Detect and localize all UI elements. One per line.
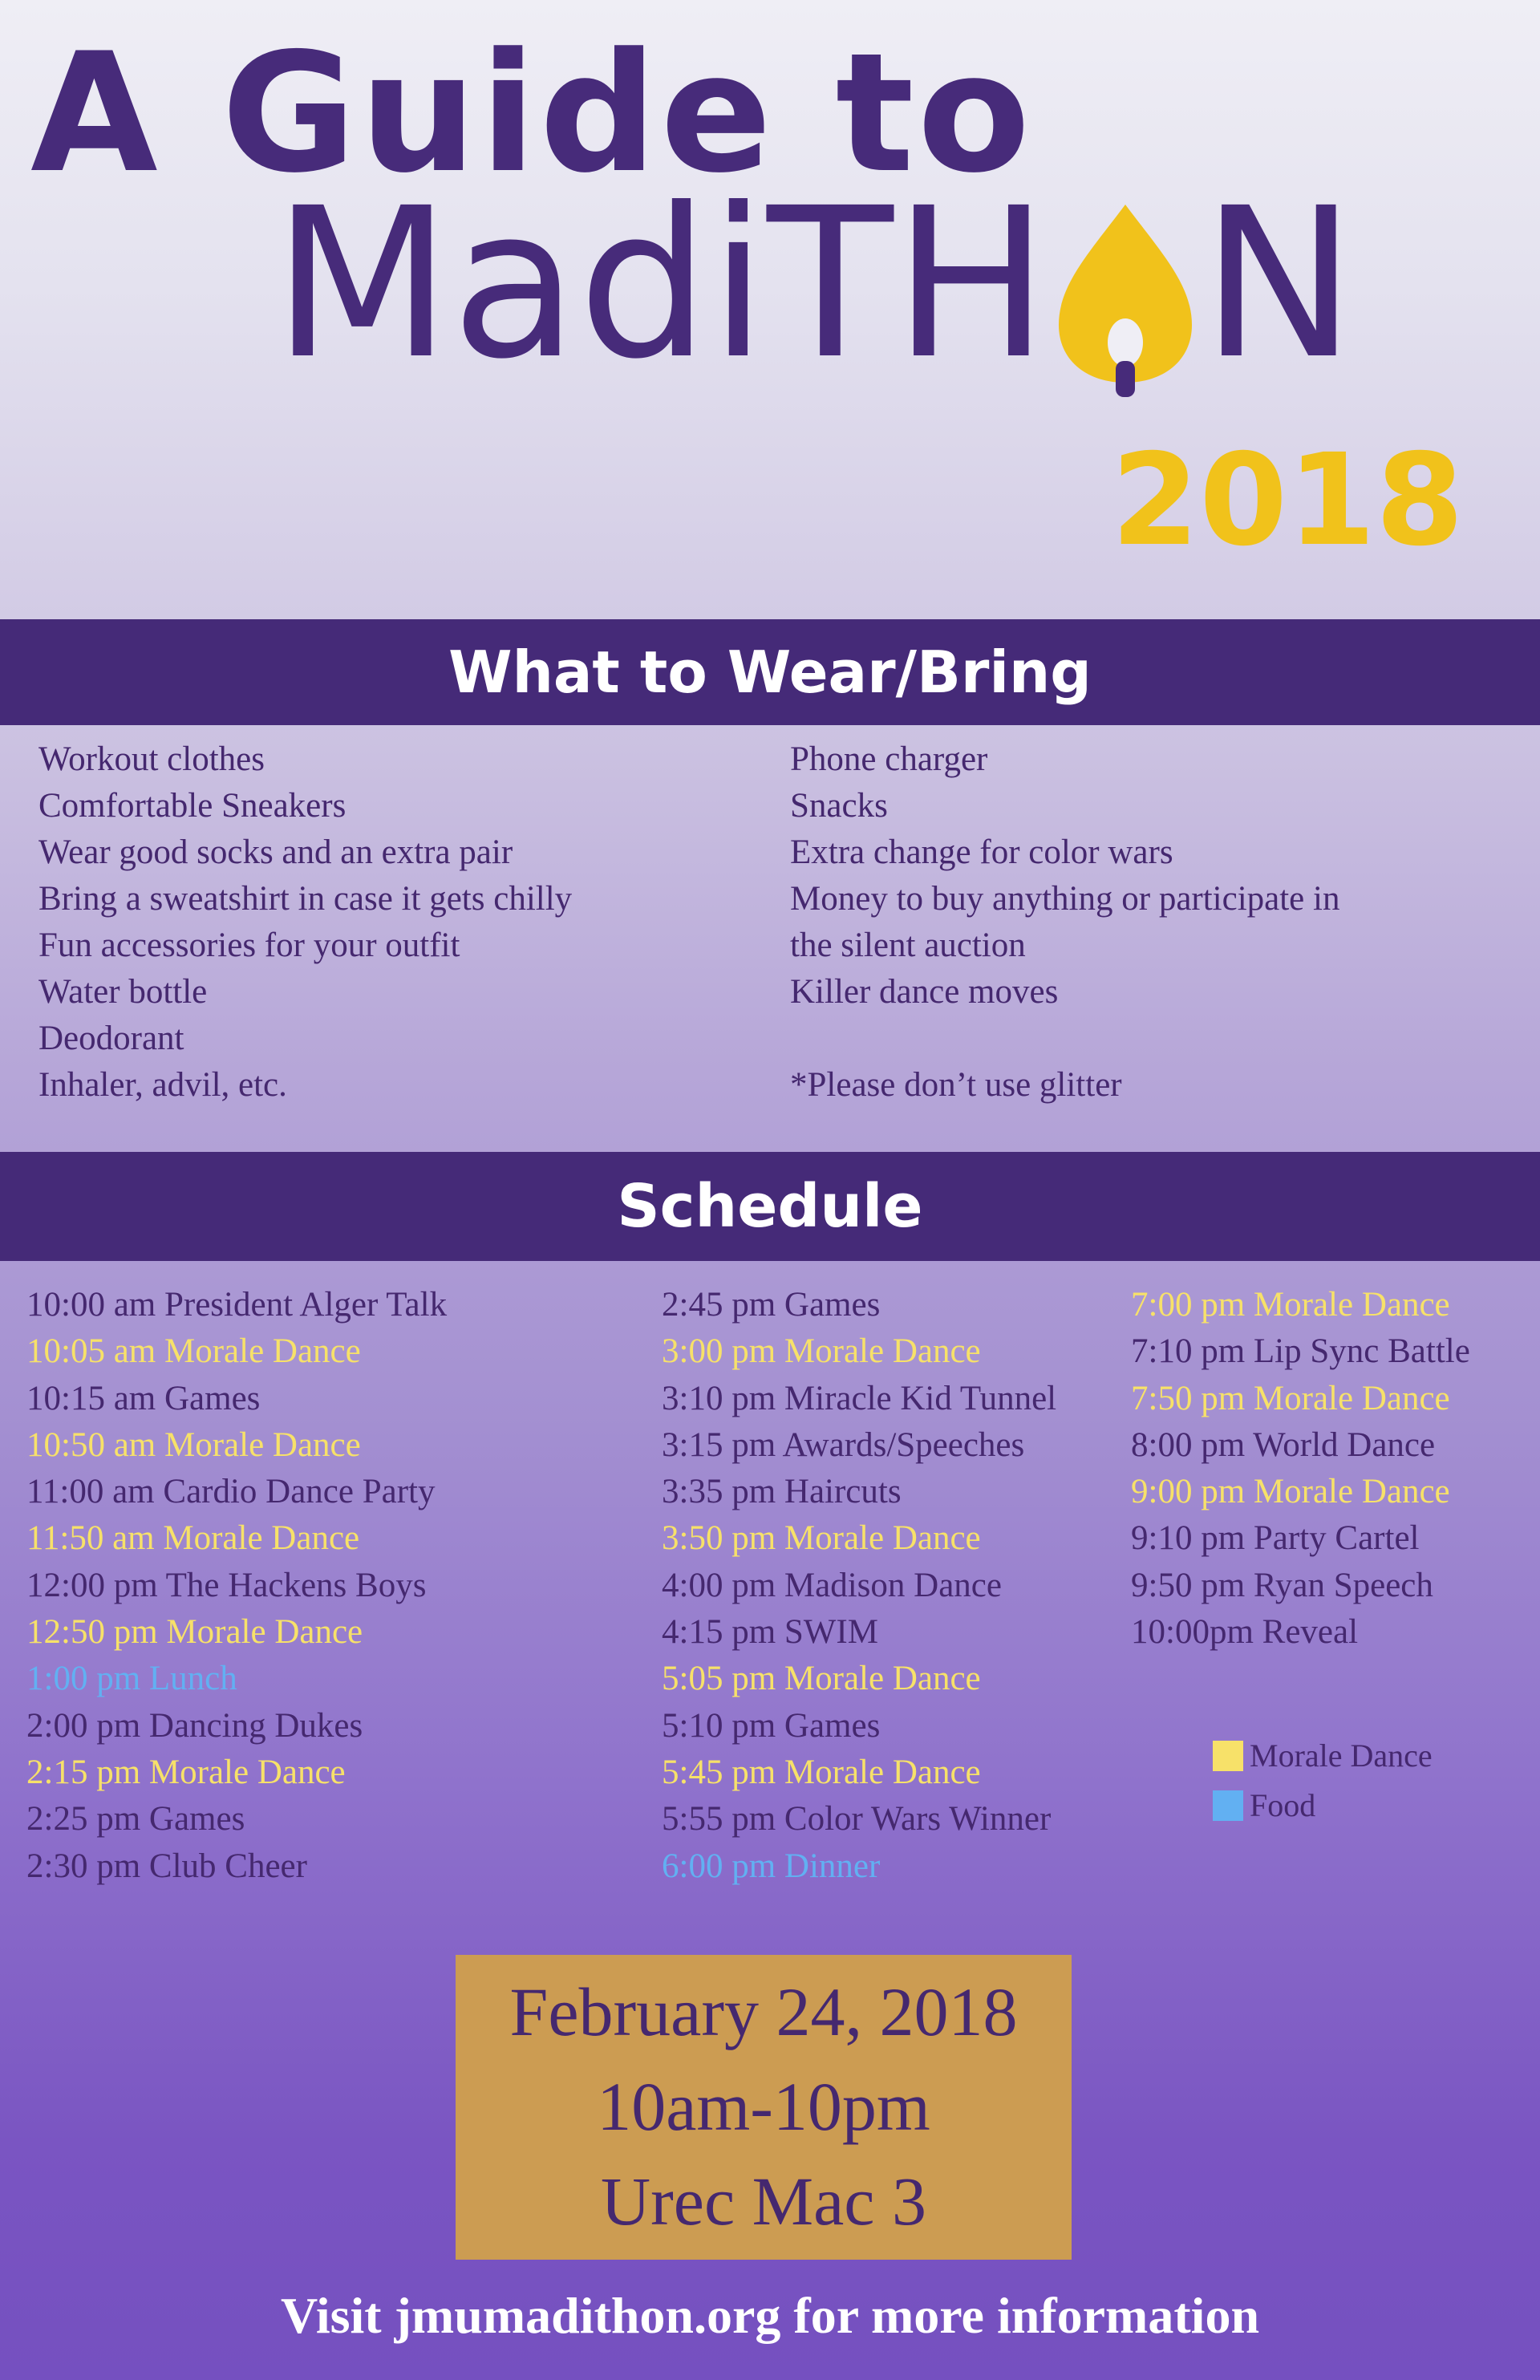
schedule-item: 5:10 pm Games [662,1706,881,1745]
event-year: 2018 [1111,427,1464,574]
schedule-item: 4:00 pm Madison Dance [662,1566,1002,1604]
schedule-item: 2:30 pm Club Cheer [26,1847,307,1885]
schedule-item: 9:10 pm Party Cartel [1131,1519,1420,1558]
schedule-item: 10:15 am Games [26,1379,261,1417]
schedule-item: 3:50 pm Morale Dance [662,1519,981,1558]
schedule-item: 2:00 pm Dancing Dukes [26,1706,363,1745]
list-item: Workout clothes [38,740,265,778]
list-item: Money to buy anything or participate in [790,880,1340,918]
legend-food-label: Food [1250,1787,1316,1823]
flame-icon [1049,197,1202,405]
schedule-item: 1:00 pm Lunch [26,1660,237,1698]
list-item: Inhaler, advil, etc. [38,1066,287,1104]
schedule-item: 10:00pm Reveal [1131,1613,1359,1652]
schedule-item: 2:15 pm Morale Dance [26,1753,346,1791]
food-swatch [1213,1790,1243,1821]
list-item: Wear good socks and an extra pair [38,833,513,871]
schedule-item: 5:55 pm Color Wars Winner [662,1800,1052,1839]
schedule-item: 3:00 pm Morale Dance [662,1332,981,1371]
list-item: Water bottle [38,973,208,1011]
event-info-box [456,1955,1072,2260]
footer-website-text: Visit jmumadithon.org for more information [280,2287,1260,2344]
logo-text-part1: MadiTH [273,164,1049,404]
legend-morale-label: Morale Dance [1250,1737,1433,1774]
schedule-item: 2:45 pm Games [662,1286,881,1324]
schedule-item: 9:50 pm Ryan Speech [1131,1566,1433,1604]
list-item: Deodorant [38,1020,184,1057]
schedule-item: 10:00 am President Alger Talk [26,1286,448,1324]
list-item: Comfortable Sneakers [38,787,346,825]
schedule-column-3 [1131,1282,1470,1656]
schedule-item: 8:00 pm World Dance [1131,1425,1436,1464]
title-line-1: A Guide to [30,18,1034,209]
schedule-item: 6:00 pm Dinner [662,1847,881,1885]
event-location: Urec Mac 3 [601,2163,926,2240]
schedule-item: 7:10 pm Lip Sync Battle [1131,1332,1470,1371]
list-item: Fun accessories for your outfit [38,926,460,964]
schedule-item: 7:50 pm Morale Dance [1131,1379,1450,1417]
schedule-column-1 [26,1282,447,1890]
schedule-column-2 [662,1282,1056,1890]
schedule-item: 12:00 pm The Hackens Boys [26,1566,427,1604]
schedule-item: 5:05 pm Morale Dance [662,1660,981,1698]
list-item: Bring a sweatshirt in case it gets chilly [38,880,573,918]
schedule-item: 10:50 am Morale Dance [26,1425,361,1464]
legend-morale [1213,1731,1433,1781]
schedule-item: 3:35 pm Haircuts [662,1473,902,1511]
schedule-item: 9:00 pm Morale Dance [1131,1473,1450,1511]
schedule-item: 12:50 pm Morale Dance [26,1613,363,1652]
schedule-item: 3:15 pm Awards/Speeches [662,1425,1025,1464]
logo-text-part2: N [1201,164,1356,404]
wear-list-left [38,736,572,1109]
list-item: Killer dance moves [790,973,1059,1011]
schedule-item: 4:15 pm SWIM [662,1613,878,1652]
list-item: Phone charger [790,740,988,778]
schedule-item: 11:50 am Morale Dance [26,1519,360,1558]
schedule-item: 3:10 pm Miracle Kid Tunnel [662,1379,1057,1417]
legend-food [1213,1781,1433,1831]
wear-heading: What to Wear/Bring [0,619,1540,725]
list-item: the silent auction [790,926,1026,964]
wear-list-right [790,736,1339,1109]
schedule-item: 11:00 am Cardio Dance Party [26,1473,436,1511]
schedule-item: 5:45 pm Morale Dance [662,1753,981,1791]
event-date: February 24, 2018 [509,1973,1018,2050]
schedule-item: 2:25 pm Games [26,1800,245,1839]
title-logo [273,164,1356,405]
event-time: 10am-10pm [597,2068,930,2145]
schedule-item: 10:05 am Morale Dance [26,1332,361,1371]
glitter-note: *Please don’t use glitter [790,1066,1122,1104]
morale-swatch [1213,1741,1243,1771]
list-item: Extra change for color wars [790,833,1173,871]
list-item: Snacks [790,787,888,825]
schedule-heading: Schedule [0,1152,1540,1261]
schedule-legend [1213,1731,1433,1831]
schedule-item: 7:00 pm Morale Dance [1131,1286,1450,1324]
